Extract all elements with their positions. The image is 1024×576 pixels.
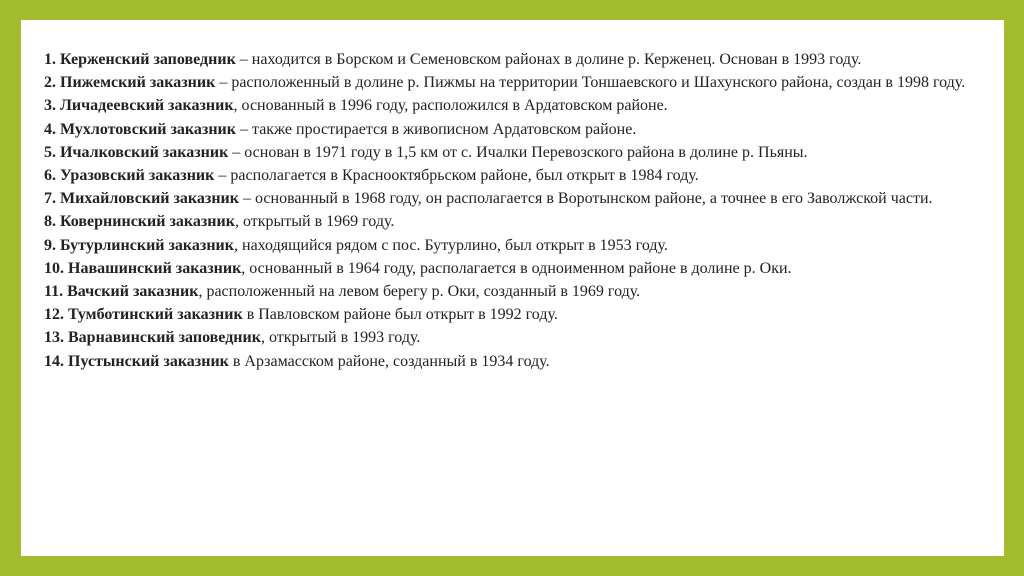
- list-item: [44, 326, 984, 349]
- item-name: Михайловский заказник: [60, 190, 239, 208]
- item-name: Варнавинский заповедник: [68, 329, 261, 347]
- list-item: [44, 303, 984, 326]
- item-description: в Павловском районе был открыт в 1992 году.: [242, 306, 558, 324]
- item-name: Пустынский заказник: [68, 352, 229, 370]
- list-item: [44, 118, 984, 141]
- item-number: 5.: [44, 143, 56, 161]
- item-description: – находится в Борском и Семеновском районах в долине р. Керженец. Основан в 1993 году.: [235, 51, 862, 68]
- reserves-list: [44, 48, 984, 373]
- item-number: 8.: [44, 213, 56, 231]
- item-description: – основанный в 1968 году, он располагается в Воротынском районе, а точнее в его Заволжской части.: [239, 190, 933, 208]
- item-description: – располагается в Краснооктябрьском районе, был открыт в 1984 году.: [214, 167, 699, 185]
- item-title: [44, 144, 228, 161]
- list-item: [44, 280, 984, 303]
- item-name: Мухлотовский заказник: [60, 120, 236, 138]
- list-item: [44, 164, 984, 187]
- item-title: [44, 51, 236, 68]
- item-title: [44, 283, 198, 300]
- item-number: 14.: [44, 352, 64, 370]
- item-number: 3.: [44, 97, 56, 115]
- item-description: , открытый в 1993 году.: [260, 329, 421, 347]
- list-item: [44, 234, 984, 257]
- slide-panel: [21, 20, 1004, 556]
- item-number: 4.: [44, 120, 56, 138]
- item-number: 12.: [44, 306, 64, 324]
- item-name: Бутурлинский заказник: [60, 236, 234, 254]
- item-number: 7.: [44, 190, 56, 208]
- item-number: 9.: [44, 236, 56, 254]
- item-title: [44, 97, 234, 114]
- item-title: [44, 260, 241, 277]
- item-description: – основан в 1971 году в 1,5 км от с. Ичалки Перевозского района в долине р. Пьяны.: [228, 143, 808, 161]
- item-number: 6.: [44, 167, 56, 185]
- list-item: [44, 71, 984, 94]
- item-name: Тумботинский заказник: [68, 306, 243, 324]
- list-item: [44, 141, 984, 164]
- item-name: Ковернинский заказник: [60, 213, 235, 231]
- item-number: 10.: [44, 259, 64, 277]
- list-item: [44, 94, 984, 117]
- item-title: [44, 167, 214, 184]
- item-name: Вачский заказник: [67, 283, 199, 301]
- item-description: в Арзамасском районе, созданный в 1934 году.: [228, 352, 550, 370]
- item-number: 13.: [44, 329, 64, 347]
- item-description: , основанный в 1996 году, расположился в Ардатовском районе.: [233, 97, 668, 115]
- item-description: – также простирается в живописном Ардатовском районе.: [236, 120, 637, 138]
- item-title: [44, 353, 229, 370]
- list-item: [44, 187, 984, 210]
- item-title: [44, 74, 215, 91]
- item-description: , находящийся рядом с пос. Бутурлино, был открыт в 1953 году.: [234, 236, 668, 254]
- item-name: Навашинский заказник: [68, 259, 242, 277]
- item-title: [44, 306, 243, 323]
- item-name: Керженский заповедник: [60, 51, 236, 68]
- item-name: Пижемский заказник: [60, 74, 216, 92]
- item-title: [44, 190, 239, 207]
- item-title: [44, 121, 236, 138]
- item-description: , открытый в 1969 году.: [234, 213, 395, 231]
- item-name: Личадеевский заказник: [60, 97, 234, 115]
- item-title: [44, 213, 235, 230]
- list-item: [44, 350, 984, 373]
- list-item: [44, 257, 984, 280]
- list-item: [44, 210, 984, 233]
- item-name: Ичалковский заказник: [60, 143, 229, 161]
- item-description: – расположенный в долине р. Пижмы на территории Тоншаевского и Шахунского района, создан в 1998 году.: [215, 74, 966, 92]
- item-number: 11.: [44, 283, 64, 301]
- item-name: Уразовский заказник: [60, 167, 215, 185]
- item-title: [44, 237, 234, 254]
- item-number: 1.: [44, 51, 56, 68]
- list-item: [44, 48, 984, 71]
- item-title: [44, 329, 261, 346]
- item-description: , основанный в 1964 году, располагается в одноименном районе в долине р. Оки.: [241, 259, 792, 277]
- item-description: , расположенный на левом берегу р. Оки, созданный в 1969 году.: [198, 283, 641, 301]
- item-number: 2.: [44, 74, 56, 92]
